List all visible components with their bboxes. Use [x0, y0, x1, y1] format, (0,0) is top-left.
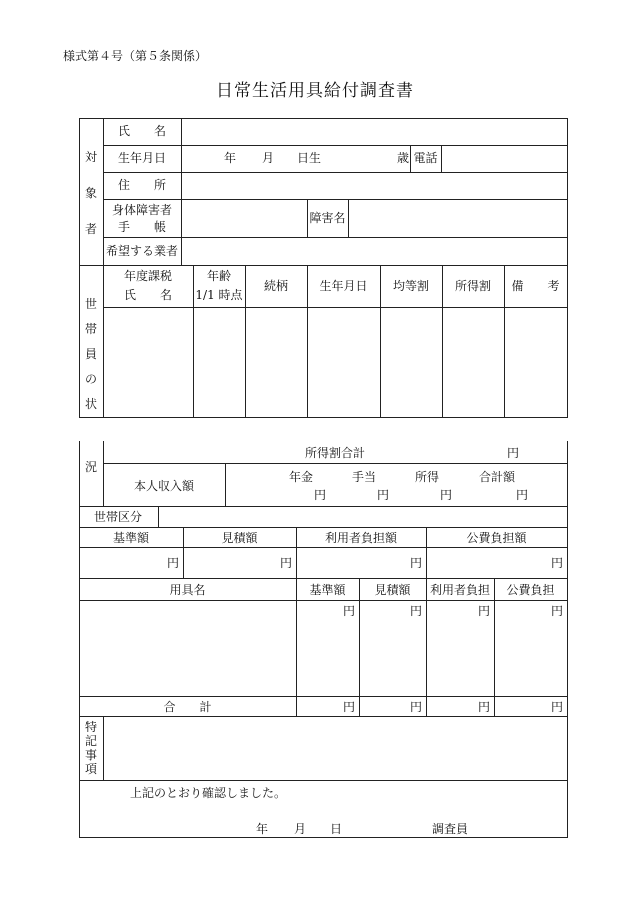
birth-month-unit: 月 — [262, 151, 275, 165]
page-title: 日常生活用具給付調査書 — [216, 81, 414, 101]
household-label-char: 世 — [84, 297, 97, 311]
total-unit: 円 — [409, 700, 422, 714]
confirm-month-unit: 月 — [294, 822, 307, 836]
household-label-char: の — [84, 372, 97, 386]
income-unit: 円 — [516, 488, 529, 502]
subject-label-char: 者 — [84, 222, 97, 236]
item-unit: 円 — [550, 604, 563, 618]
item-unit: 円 — [477, 604, 490, 618]
confirmation-statement: 上記のとおり確認しました。 — [130, 786, 287, 800]
col-birthdate-header: 生年月日 — [319, 279, 368, 293]
phone-label: 電話 — [413, 151, 438, 165]
item-header-name: 用具名 — [169, 583, 206, 597]
income-levy-total-unit: 円 — [507, 446, 520, 460]
birth-day-unit: 日生 — [297, 151, 322, 165]
household-label-char: 状 — [84, 397, 97, 411]
confirm-day-unit: 日 — [330, 822, 343, 836]
cost-header-user-share: 利用者負担額 — [324, 531, 397, 545]
income-type-earnings: 所得 — [415, 470, 440, 484]
cost-unit: 円 — [550, 556, 563, 570]
household-class-label: 世帯区分 — [94, 510, 143, 524]
age-unit: 歳 — [397, 151, 410, 165]
remarks-label-char: 特 — [84, 720, 97, 734]
subject-label-char: 象 — [84, 186, 97, 200]
name-label: 氏 名 — [117, 124, 166, 138]
cost-header-standard: 基準額 — [112, 531, 149, 545]
income-type-total: 合計額 — [479, 470, 516, 484]
cost-unit: 円 — [279, 556, 292, 570]
cost-header-estimate: 見積額 — [221, 531, 258, 545]
col-per-capita-header: 均等割 — [392, 279, 429, 293]
disability-book-label: 身体障害者 — [111, 203, 172, 217]
col-name-header: 年度課税 — [123, 269, 172, 283]
household-label-char: 況 — [84, 460, 97, 474]
remarks-label-char: 事 — [84, 748, 97, 762]
total-unit: 円 — [477, 700, 490, 714]
income-type-pension: 年金 — [289, 470, 314, 484]
col-income-levy-header: 所得割 — [454, 279, 491, 293]
col-name-header: 氏 名 — [123, 288, 172, 302]
remarks-label-char: 項 — [84, 762, 97, 776]
subject-label-char: 対 — [84, 150, 97, 164]
total-unit: 円 — [342, 700, 355, 714]
investigator-label: 調査員 — [432, 822, 469, 836]
item-header-public-share: 公費負担 — [506, 583, 555, 597]
household-label-char: 員 — [84, 347, 97, 361]
cost-unit: 円 — [409, 556, 422, 570]
item-unit: 円 — [342, 604, 355, 618]
cost-unit: 円 — [166, 556, 179, 570]
self-income-label: 本人収入額 — [133, 479, 194, 493]
total-unit: 円 — [550, 700, 563, 714]
income-type-allowance: 手当 — [352, 470, 377, 484]
col-remarks-header: 備 考 — [511, 279, 560, 293]
address-label: 住 所 — [117, 178, 166, 192]
form-number: 様式第４号（第５条関係） — [63, 49, 208, 63]
remarks-label-char: 記 — [84, 734, 97, 748]
income-levy-total-label: 所得割合計 — [305, 446, 366, 460]
income-unit: 円 — [440, 488, 453, 502]
household-label-char: 帯 — [84, 322, 97, 336]
item-header-user-share: 利用者負担 — [429, 583, 490, 597]
col-age-header: 1/1 時点 — [195, 288, 243, 302]
col-relation-header: 続柄 — [263, 279, 288, 293]
item-header-estimate: 見積額 — [374, 583, 411, 597]
birth-label: 生年月日 — [117, 151, 166, 165]
cost-header-public-share: 公費負担額 — [466, 531, 527, 545]
disability-name-label: 障害名 — [309, 211, 346, 225]
col-age-header: 年齢 — [206, 269, 231, 283]
confirm-year-unit: 年 — [256, 822, 269, 836]
disability-book-label: 手 帳 — [117, 220, 166, 234]
preferred-vendor-label: 希望する業者 — [105, 244, 178, 258]
income-unit: 円 — [377, 488, 390, 502]
items-total-label: 合 計 — [163, 700, 212, 714]
item-header-standard: 基準額 — [309, 583, 346, 597]
income-unit: 円 — [314, 488, 327, 502]
item-unit: 円 — [409, 604, 422, 618]
birth-year-unit: 年 — [224, 151, 237, 165]
